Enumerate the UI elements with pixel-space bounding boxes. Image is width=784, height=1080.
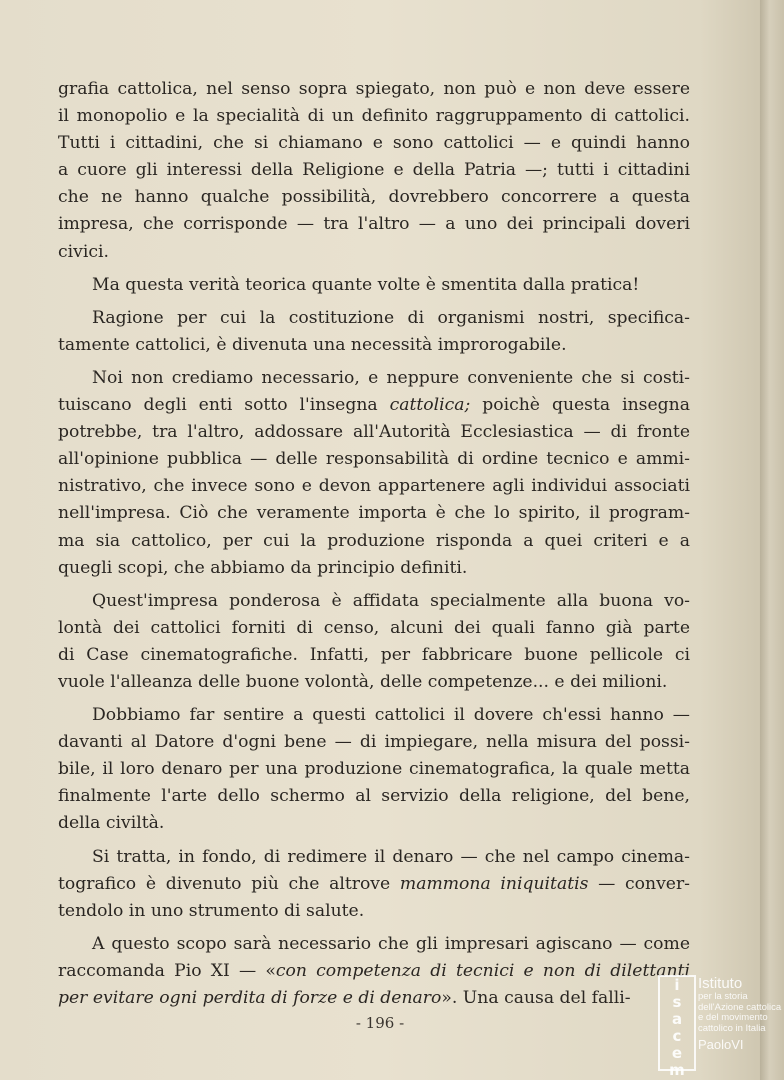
watermark-line: e del movimento — [698, 1012, 768, 1023]
text-line: della civiltà. — [58, 813, 165, 834]
paragraph — [58, 931, 690, 1012]
watermark-line: per la storia — [698, 991, 748, 1002]
page-edge — [760, 0, 784, 1080]
text-line: il monopolio e la specialità di un definito raggruppamento di cattolici. — [58, 106, 690, 127]
text-line: nell'impresa. Ciò che veramente importa è che lo spirito, il program- — [58, 503, 690, 524]
text-line: che ne hanno qualche possibilità, dovrebbero concorrere a questa — [58, 187, 690, 208]
paragraph — [58, 588, 690, 696]
isacem-logo-icon: i s a c e m — [658, 975, 696, 1071]
text-line: raccomanda Pio XI — «con competenza di tecnici e non di dilettanti — [58, 960, 691, 981]
text-line: A questo scopo sarà necessario che gli impresari agiscano — come — [92, 933, 690, 954]
page-number: - 196 - — [355, 1014, 405, 1032]
text-line: lontà dei cattolici forniti di censo, alcuni dei quali fanno già parte — [58, 617, 690, 638]
paragraph — [58, 844, 690, 925]
text-line: Ragione per cui la costituzione di organismi nostri, specifica- — [92, 307, 690, 328]
text-line: per evitare ogni perdita di forze e di denaro». Una causa del falli- — [58, 988, 631, 1008]
text-line: tamente cattolici, è divenuta una necessità improrogabile. — [58, 334, 567, 355]
watermark-line: dell'Azione cattolica — [698, 1001, 782, 1013]
text-line: Noi non crediamo necessario, e neppure conveniente che si costi- — [92, 367, 690, 388]
text-line: Ma questa verità teorica quante volte è smentita dalla pratica! — [92, 274, 640, 295]
text-line: finalmente l'arte dello schermo al servizio della religione, del bene, — [58, 786, 690, 807]
body-text — [58, 76, 690, 1018]
paragraph — [58, 272, 690, 299]
text-line: grafia cattolica, nel senso sopra spiegato, non può e non deve essere — [58, 79, 690, 99]
text-line: bile, il loro denaro per una produzione cinematografica, la quale metta — [58, 759, 690, 780]
text-line: civici. — [58, 241, 109, 262]
watermark-line: Istituto — [698, 975, 743, 992]
text-line: ma sia cattolico, per cui la produzione risponda a quei criteri e a — [58, 530, 690, 551]
text-line: Dobbiamo far sentire a questi cattolici il dovere ch'essi hanno — — [92, 705, 690, 726]
text-line: potrebbe, tra l'altro, addossare all'Autorità Ecclesiastica — di fronte — [58, 422, 690, 443]
text-line: vuole l'alleanza delle buone volontà, delle competenze... e dei milioni. — [58, 671, 668, 692]
text-line: Tutti i cittadini, che si chiamano e sono cattolici — e quindi hanno — [58, 133, 690, 154]
paragraph — [58, 365, 690, 582]
paragraph — [58, 76, 690, 266]
text-line: nistrativo, che invece sono e devon appartenere agli individui associati — [58, 476, 690, 497]
paragraph — [58, 702, 690, 837]
watermark-line: PaoloVI — [698, 1037, 744, 1052]
text-line: di Case cinematografiche. Infatti, per fabbricare buone pellicole ci — [58, 644, 690, 665]
watermark-line: cattolico in Italia — [698, 1022, 766, 1034]
text-line: tendolo in uno strumento di salute. — [58, 900, 365, 921]
text-line: a cuore gli interessi della Religione e della Patria —; tutti i cittadini — [58, 160, 690, 181]
text-line: Si tratta, in fondo, di redimere il denaro — che nel campo cinema- — [92, 846, 690, 867]
watermark-caption — [698, 975, 784, 1052]
paragraph — [58, 305, 690, 359]
text-line: all'opinione pubblica — delle responsabilità di ordine tecnico e ammi- — [58, 449, 690, 470]
text-line: Quest'impresa ponderosa è affidata specialmente alla buona vo- — [92, 590, 690, 611]
isacem-watermark — [658, 975, 784, 1079]
text-line: tografico è divenuto più che altrove mammona iniquitatis — conver- — [58, 873, 690, 894]
text-line: davanti al Datore d'ogni bene — di impiegare, nella misura del possi- — [58, 732, 690, 753]
text-line: impresa, che corrisponde — tra l'altro — a uno dei principali doveri — [58, 214, 690, 235]
text-line: tuiscano degli enti sotto l'insegna cattolica; poichè questa insegna — [58, 395, 690, 416]
text-line: quegli scopi, che abbiamo da principio definiti. — [58, 557, 468, 578]
